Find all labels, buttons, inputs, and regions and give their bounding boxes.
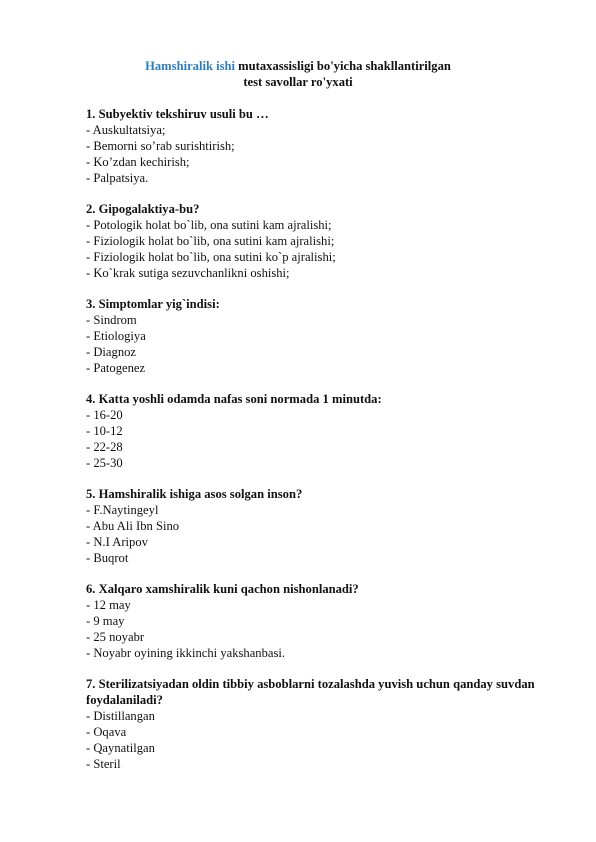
answer-option: - Ko`krak sutiga sezuvchanlikni oshishi;: [86, 266, 290, 280]
question-block: [86, 201, 556, 281]
answer-option: - 10-12: [86, 424, 123, 438]
answer-option: - 9 may: [86, 614, 125, 628]
answer-option: - Buqrot: [86, 551, 129, 565]
answer-option: - Diagnoz: [86, 345, 137, 359]
question-block: [86, 296, 556, 376]
answer-option: - Ko’zdan kechirish;: [86, 155, 190, 169]
question-block: [86, 676, 556, 772]
question-title: 1. Subyektiv tekshiruv usuli bu …: [86, 107, 269, 121]
document-title-line-1: [0, 58, 596, 74]
answer-option: - 22-28: [86, 440, 123, 454]
question-list: [86, 106, 556, 787]
question-title: 4. Katta yoshli odamda nafas soni normada 1 minutda:: [86, 392, 382, 406]
answer-option: - 16-20: [86, 408, 123, 422]
question-title: 3. Simptomlar yig`indisi:: [86, 297, 220, 311]
question-title: 6. Xalqaro xamshiralik kuni qachon nishonlanadi?: [86, 582, 359, 596]
question-title: 5. Hamshiralik ishiga asos solgan inson?: [86, 487, 303, 501]
answer-option: - Bemorni so’rab surishtirish;: [86, 139, 235, 153]
answer-option: - Fiziologik holat bo`lib, ona sutini kam ajralishi;: [86, 234, 335, 248]
answer-option: - Etiologiya: [86, 329, 146, 343]
title-highlight: Hamshiralik ishi: [145, 59, 236, 73]
answer-option: - Fiziologik holat bo`lib, ona sutini ko`p ajralishi;: [86, 250, 336, 264]
answer-option: - Potologik holat bo`lib, ona sutini kam ajralishi;: [86, 218, 332, 232]
answer-option: - Oqava: [86, 725, 127, 739]
document-title-line-2: test savollar ro'yxati: [243, 75, 353, 89]
question-block: [86, 391, 556, 471]
question-block: [86, 581, 556, 661]
answer-option: - Patogenez: [86, 361, 146, 375]
answer-option: - Qaynatilgan: [86, 741, 155, 755]
answer-option: - Steril: [86, 757, 121, 771]
question-block: [86, 486, 556, 566]
answer-option: - Abu Ali Ibn Sino: [86, 519, 180, 533]
answer-option: - 12 may: [86, 598, 131, 612]
question-block: [86, 106, 556, 186]
answer-option: - 25 noyabr: [86, 630, 145, 644]
answer-option: - Sindrom: [86, 313, 137, 327]
question-title: 2. Gipogalaktiya-bu?: [86, 202, 200, 216]
answer-option: - Auskultatsiya;: [86, 123, 166, 137]
answer-option: - F.Naytingeyl: [86, 503, 159, 517]
answer-option: - Distillangan: [86, 709, 155, 723]
answer-option: - N.I Aripov: [86, 535, 148, 549]
question-title: 7. Sterilizatsiyadan oldin tibbiy asboblarni tozalashda yuvish uchun qanday suvdan foydalaniladi?: [86, 677, 535, 707]
answer-option: - Palpatsiya.: [86, 171, 149, 185]
title-rest: mutaxassisligi bo'yicha shakllantirilgan: [235, 59, 451, 73]
answer-option: - 25-30: [86, 456, 123, 470]
answer-option: - Noyabr oyining ikkinchi yakshanbasi.: [86, 646, 286, 660]
